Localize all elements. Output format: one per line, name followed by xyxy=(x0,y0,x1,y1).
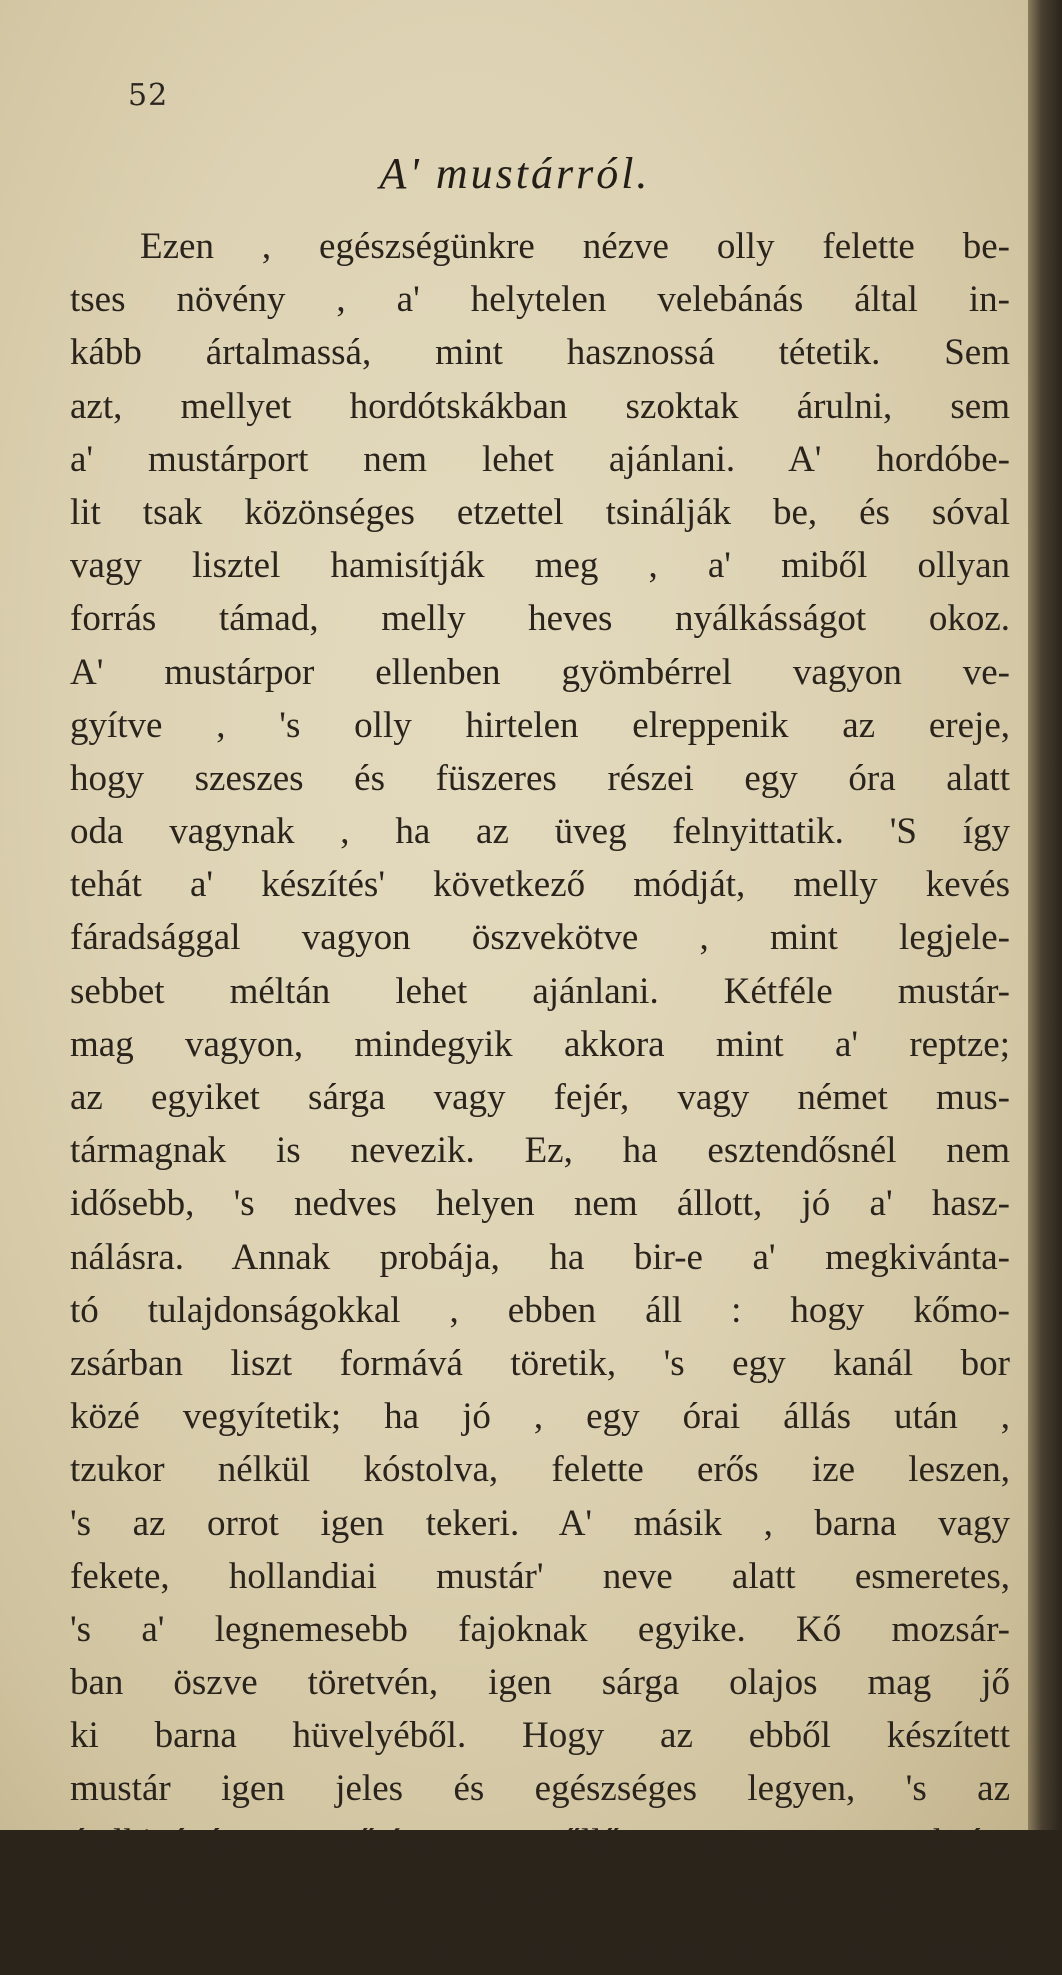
text-line: gyítve , 's olly hirtelen elreppenik az ereje, xyxy=(70,704,1010,746)
section-title: A' mustárról. xyxy=(379,149,651,198)
text-line: ki barna hüvelyéből. Hogy az ebből készített xyxy=(70,1715,1010,1757)
text-line: fekete, hollandiai mustár' neve alatt esmeretes, xyxy=(70,1555,1010,1597)
text-line: ban öszve töretvén, igen sárga olajos mag jő xyxy=(70,1662,1010,1704)
text-line: nálásra. Annak probája, ha bir-e a' megkivánta- xyxy=(70,1236,1010,1278)
body-text xyxy=(70,220,1010,1975)
text-line: az egyiket sárga vagy fejér, vagy német mus- xyxy=(70,1077,1010,1118)
text-line: tármagnak is nevezik. Ez, ha esztendősnél nem xyxy=(70,1130,1010,1172)
text-line: ételkivánást erősítse, szőllő mustot szükség, xyxy=(70,1821,1010,1863)
text-line: forrás támad, melly heves nyálkásságot okoz. xyxy=(70,598,1010,640)
text-line: közé vegyítetik; ha jó , egy órai állás után , xyxy=(70,1396,1010,1438)
text-line: vagy lisztel hamisítják meg , a' miből ollyan xyxy=(70,545,1010,587)
text-line: minekelőtte forrana, befőzni. A' must úgy fő, xyxy=(70,1874,1010,1916)
text-line: zsárban liszt formává töretik, 's egy kanál bor xyxy=(70,1342,1010,1384)
page-number: 52 xyxy=(128,78,169,113)
text-line: azt, mellyet hordótskákban szoktak árulni, sem xyxy=(70,385,1010,427)
page-edge-shadow xyxy=(1028,0,1062,1830)
text-line: mustár igen jeles és egészséges legyen, 's az xyxy=(70,1768,1010,1810)
text-line: tehát a' készítés' következő módját, melly kevés xyxy=(70,864,1010,906)
text-line: lit tsak közönséges etzettel tsinálják be, és sóval xyxy=(70,491,1010,533)
text-line: oda vagynak , ha az üveg felnyittatik. 'S így xyxy=(70,811,1010,853)
text-line: mag vagyon, mindegyik akkora mint a' reptze; xyxy=(70,1023,1010,1065)
text-line: sebbet méltán lehet ajánlani. Kétféle mustár- xyxy=(70,970,1010,1012)
text-line: hogy szeszes és füszeres részei egy óra alatt xyxy=(70,757,1010,799)
text-line: kább ártalmassá, mint hasznossá tétetik. Sem xyxy=(70,332,1010,374)
text-line: tses növény , a' helytelen velebánás által in- xyxy=(70,279,1010,321)
text-line: tó tulajdonságokkal , ebben áll : hogy kőmo- xyxy=(70,1289,1010,1331)
text-line: 's az orrot igen tekeri. A' másik , barna vagy xyxy=(70,1502,1010,1544)
text-line: fáradsággal vagyon öszvekötve , mint legjele- xyxy=(70,917,1010,959)
text-line: a' mustárport nem lehet ajánlani. A' hordóbe- xyxy=(70,438,1010,480)
text-line: idősebb, 's nedves helyen nem állott, jó a' hasz- xyxy=(70,1183,1010,1225)
text-line: A' mustárpor ellenben gyömbérrel vagyon ve- xyxy=(70,651,1010,693)
text-line: Ezen , egészségünkre nézve olly felette be- xyxy=(140,226,1010,267)
text-line: tzukor nélkül kóstolva, felette erős ize leszen, xyxy=(70,1449,1010,1491)
text-line: 's a' legnemesebb fajoknak egyike. Kő mozsár- xyxy=(70,1608,1010,1650)
text-line: mint a' viz, 's meg nem savanyodik, ha annak xyxy=(70,1928,1010,1969)
